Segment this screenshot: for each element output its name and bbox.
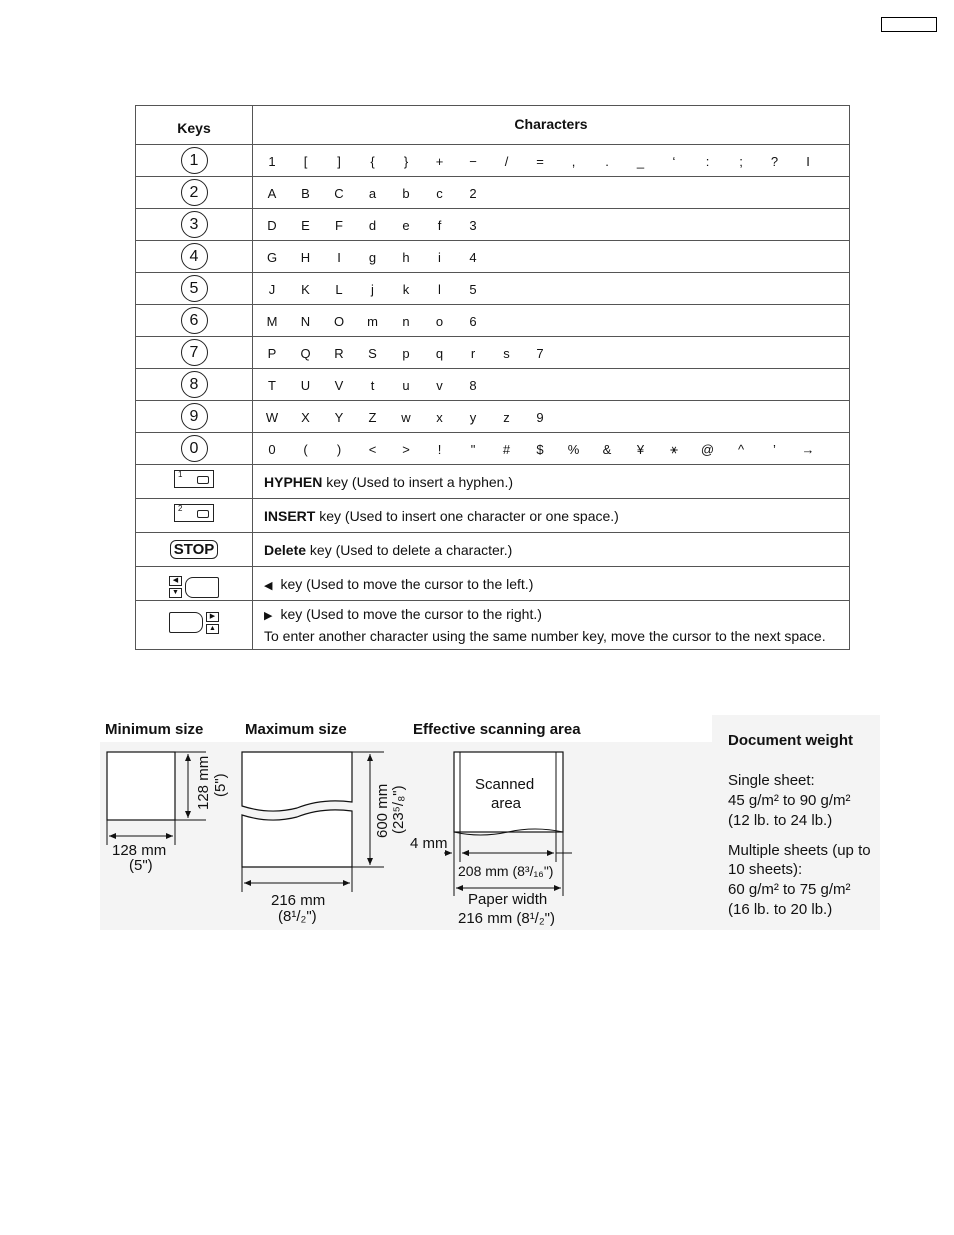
character: w [401, 409, 411, 425]
character: I [337, 249, 341, 265]
character: C [334, 185, 344, 201]
character: → [801, 441, 815, 457]
character: = [536, 153, 544, 169]
keys-header: Keys [136, 106, 253, 145]
character: J [268, 281, 276, 297]
left-arrow-key-icon: ◀ ▼ [169, 576, 219, 598]
insert-key-icon: 2 [174, 504, 214, 522]
character: ¥ [636, 441, 645, 457]
min-height-in: (5") [212, 773, 229, 797]
character: @ [700, 441, 715, 457]
character: d [368, 217, 377, 233]
character: 0 [268, 441, 276, 457]
character: s [503, 345, 510, 361]
minimum-sheet [107, 752, 175, 820]
character: } [403, 153, 409, 169]
character: 6 [469, 313, 477, 329]
character: S [368, 345, 377, 361]
character: A [267, 185, 277, 201]
right-arrow-icon: ▶ [264, 610, 273, 622]
character: v [436, 377, 443, 393]
number-key-1: 1 [181, 147, 208, 174]
number-key-3: 3 [181, 211, 208, 238]
character: f [437, 217, 442, 233]
margin-label: 4 mm [410, 835, 448, 852]
character: { [370, 153, 375, 169]
character: ‘ [672, 153, 676, 169]
character: L [335, 281, 343, 297]
character: 2 [469, 185, 477, 201]
character: $ [536, 441, 544, 457]
number-key-2: 2 [181, 179, 208, 206]
character: 9 [536, 409, 544, 425]
character: ( [303, 441, 308, 457]
character: < [368, 441, 377, 457]
character: N [300, 313, 311, 329]
multiple-sheets-label-2: 10 sheets): [728, 861, 803, 878]
character: p [402, 345, 410, 361]
character: + [435, 153, 444, 169]
character: 1 [268, 153, 276, 169]
stop-key-icon: STOP [170, 540, 219, 559]
character: H [300, 249, 311, 265]
character: [ [303, 153, 308, 169]
single-sheet-label: Single sheet: [728, 772, 815, 789]
character: F [335, 217, 343, 233]
number-key-8: 8 [181, 371, 208, 398]
character: ) [336, 441, 342, 457]
scanned-label: Scanned [475, 776, 535, 793]
character: Y [334, 409, 344, 425]
character: k [402, 281, 410, 297]
character: q [435, 345, 444, 361]
character: Z [368, 409, 377, 425]
character: a [368, 185, 377, 201]
character: B [301, 185, 310, 201]
min-width-in: (5") [129, 857, 153, 874]
character: i [438, 249, 441, 265]
character: / [504, 153, 509, 169]
right-description: ▶ key (Used to move the cursor to the right.) To enter another character using the same number key, move the cursor to the next space. [253, 601, 850, 650]
character: W [265, 409, 279, 425]
character: D [267, 217, 277, 233]
minimum-size-title: Minimum size [105, 721, 204, 738]
character: " [470, 441, 476, 457]
character: ; [739, 153, 743, 169]
character: x [436, 409, 443, 425]
character: y [469, 409, 477, 425]
character: : [705, 153, 710, 169]
character: U [300, 377, 311, 393]
character: T [268, 377, 276, 393]
left-description: ◀ key (Used to move the cursor to the left.) [253, 567, 850, 601]
character: 3 [469, 217, 477, 233]
number-key-5: 5 [181, 275, 208, 302]
multiple-sheets-label-1: Multiple sheets (up to [728, 842, 871, 859]
character: # [502, 441, 511, 457]
character: I [806, 153, 810, 169]
character: V [334, 377, 344, 393]
scan-width-label: 208 mm (8³/₁₆") [458, 863, 554, 879]
left-arrow-icon: ◀ [264, 579, 273, 592]
number-key-0: 0 [181, 435, 208, 462]
insert-description: INSERT key (Used to insert one character or one space.) [253, 499, 850, 533]
character: M [266, 313, 278, 329]
right-arrow-key-icon: ▶ ▲ [169, 612, 219, 634]
max-width-mm: 216 mm [271, 892, 326, 909]
character: R [334, 345, 344, 361]
number-key-4: 4 [181, 243, 208, 270]
character: O [333, 313, 345, 329]
character: r [470, 345, 476, 361]
number-key-7: 7 [181, 339, 208, 366]
character: ^ [737, 441, 745, 457]
max-width-in: (8¹/₂") [278, 908, 317, 925]
characters-header: Characters [253, 106, 850, 145]
min-height-mm: 128 mm [195, 755, 212, 810]
character: u [402, 377, 410, 393]
character: h [402, 249, 410, 265]
character: m [367, 313, 378, 329]
hyphen-description: HYPHEN key (Used to insert a hyphen.) [253, 465, 850, 499]
character: 8 [469, 377, 477, 393]
hyphen-key-icon: 1 [174, 470, 214, 488]
character: z [503, 409, 510, 425]
character: , [571, 153, 576, 169]
character: K [301, 281, 310, 297]
number-key-9: 9 [181, 403, 208, 430]
character: t [370, 377, 375, 393]
character: g [368, 249, 377, 265]
character: 5 [469, 281, 477, 297]
character: c [436, 185, 443, 201]
character: . [605, 153, 609, 169]
maximum-size-title: Maximum size [245, 721, 347, 738]
character: ! [437, 441, 442, 457]
character: ⚹ [670, 441, 678, 457]
character: j [371, 281, 374, 297]
number-key-6: 6 [181, 307, 208, 334]
character: X [301, 409, 310, 425]
character: Q [300, 345, 311, 361]
document-weight-title: Document weight [728, 732, 854, 749]
character: − [469, 153, 477, 169]
character: l [438, 281, 441, 297]
character: 4 [469, 249, 477, 265]
character: ’ [773, 441, 776, 457]
multiple-sheets-lb: (16 lb. to 20 lb.) [728, 901, 833, 918]
character: _ [636, 153, 645, 169]
single-sheet-lb: (12 lb. to 24 lb.) [728, 812, 833, 829]
max-height-in: (23⁵/₈") [390, 785, 407, 834]
multiple-sheets-range: 60 g/m² to 75 g/m² [728, 881, 851, 898]
character: G [266, 249, 278, 265]
same-key-note: To enter another character using the same number key, move the cursor to the next space. [264, 628, 826, 644]
character: n [402, 313, 410, 329]
character: > [402, 441, 410, 457]
min-width-mm: 128 mm [112, 842, 167, 859]
paper-width-value: 216 mm (8¹/₂") [458, 910, 555, 927]
effective-area-title: Effective scanning area [413, 721, 581, 738]
paper-width-label: Paper width [468, 891, 548, 908]
delete-description: Delete key (Used to delete a character.) [253, 533, 850, 567]
character: % [567, 441, 580, 457]
character: e [402, 217, 410, 233]
character: P [267, 345, 277, 361]
character: ? [770, 153, 779, 169]
character: 7 [536, 345, 544, 361]
character: b [402, 185, 410, 201]
character: ] [337, 153, 341, 169]
character: & [602, 441, 612, 457]
character: E [301, 217, 310, 233]
single-sheet-range: 45 g/m² to 90 g/m² [728, 792, 851, 809]
character: o [435, 313, 444, 329]
area-label: area [491, 795, 522, 812]
max-height-mm: 600 mm [374, 783, 391, 838]
